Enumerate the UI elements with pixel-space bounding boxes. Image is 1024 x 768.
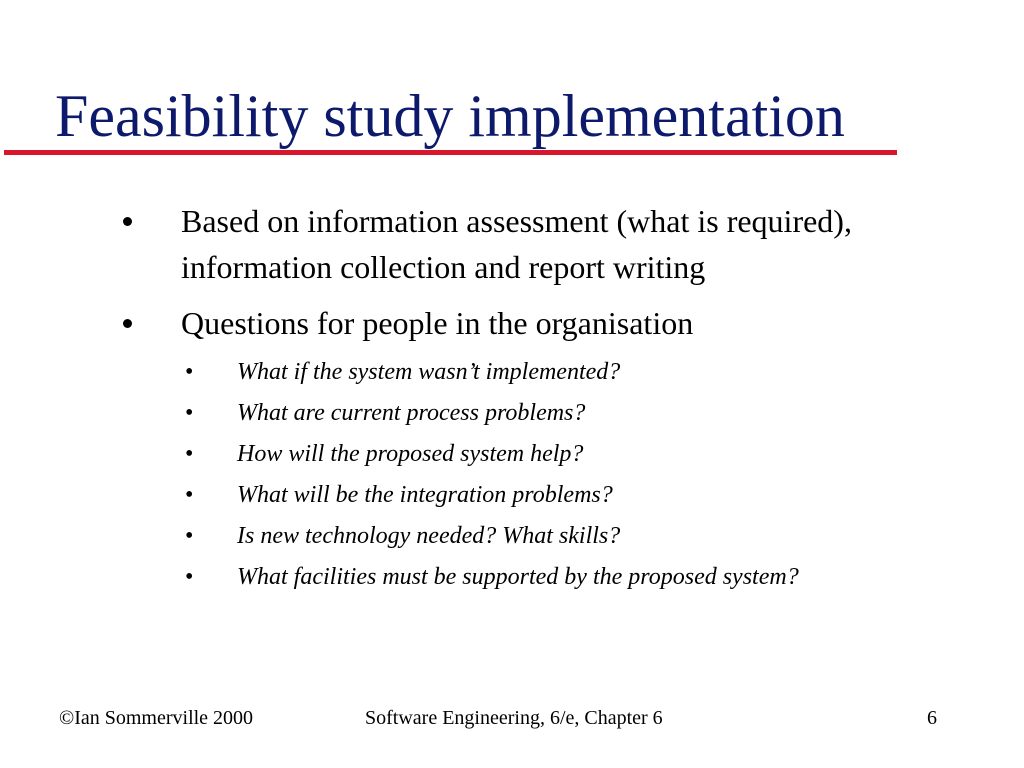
slide-title: Feasibility study implementation bbox=[55, 83, 845, 149]
sub-bullet-dot-icon: • bbox=[185, 441, 194, 467]
sub-bullet-item bbox=[185, 557, 900, 598]
footer-page-number: 6 bbox=[927, 707, 937, 729]
bullet-text: Questions for people in the organisation bbox=[181, 305, 694, 341]
bullet-list bbox=[120, 198, 900, 598]
sub-bullet-dot-icon: • bbox=[185, 564, 194, 590]
sub-bullet-item bbox=[185, 434, 900, 475]
sub-bullet-text: What will be the integration problems? bbox=[237, 482, 613, 508]
bullet-item bbox=[120, 300, 901, 346]
sub-bullet-dot-icon: • bbox=[185, 482, 194, 508]
footer-copyright: ©Ian Sommerville 2000 bbox=[59, 707, 254, 729]
sub-bullet-text: How will the proposed system help? bbox=[237, 441, 584, 467]
bullet-dot-icon bbox=[123, 319, 132, 328]
footer-book-title: Software Engineering, 6/e, Chapter 6 bbox=[365, 707, 663, 729]
bullet-dot-icon bbox=[123, 217, 132, 226]
sub-bullet-dot-icon: • bbox=[185, 359, 194, 385]
sub-bullet-text: What if the system wasn’t implemented? bbox=[237, 359, 621, 385]
sub-bullet-dot-icon: • bbox=[185, 400, 194, 426]
sub-bullet-item bbox=[185, 352, 900, 393]
sub-bullet-item bbox=[185, 475, 900, 516]
sub-bullet-dot-icon: • bbox=[185, 523, 194, 549]
sub-bullet-item bbox=[185, 393, 900, 434]
sub-bullet-text: What facilities must be supported by the proposed system? bbox=[237, 564, 799, 590]
sub-bullet-item bbox=[185, 516, 900, 557]
sub-bullet-text: Is new technology needed? What skills? bbox=[237, 523, 621, 549]
title-underline bbox=[4, 150, 897, 155]
bullet-item bbox=[120, 198, 901, 290]
sub-bullet-list bbox=[120, 352, 900, 598]
sub-bullet-text: What are current process problems? bbox=[237, 400, 586, 426]
bullet-text: Based on information assessment (what is required), information collection and report writing bbox=[181, 203, 852, 285]
